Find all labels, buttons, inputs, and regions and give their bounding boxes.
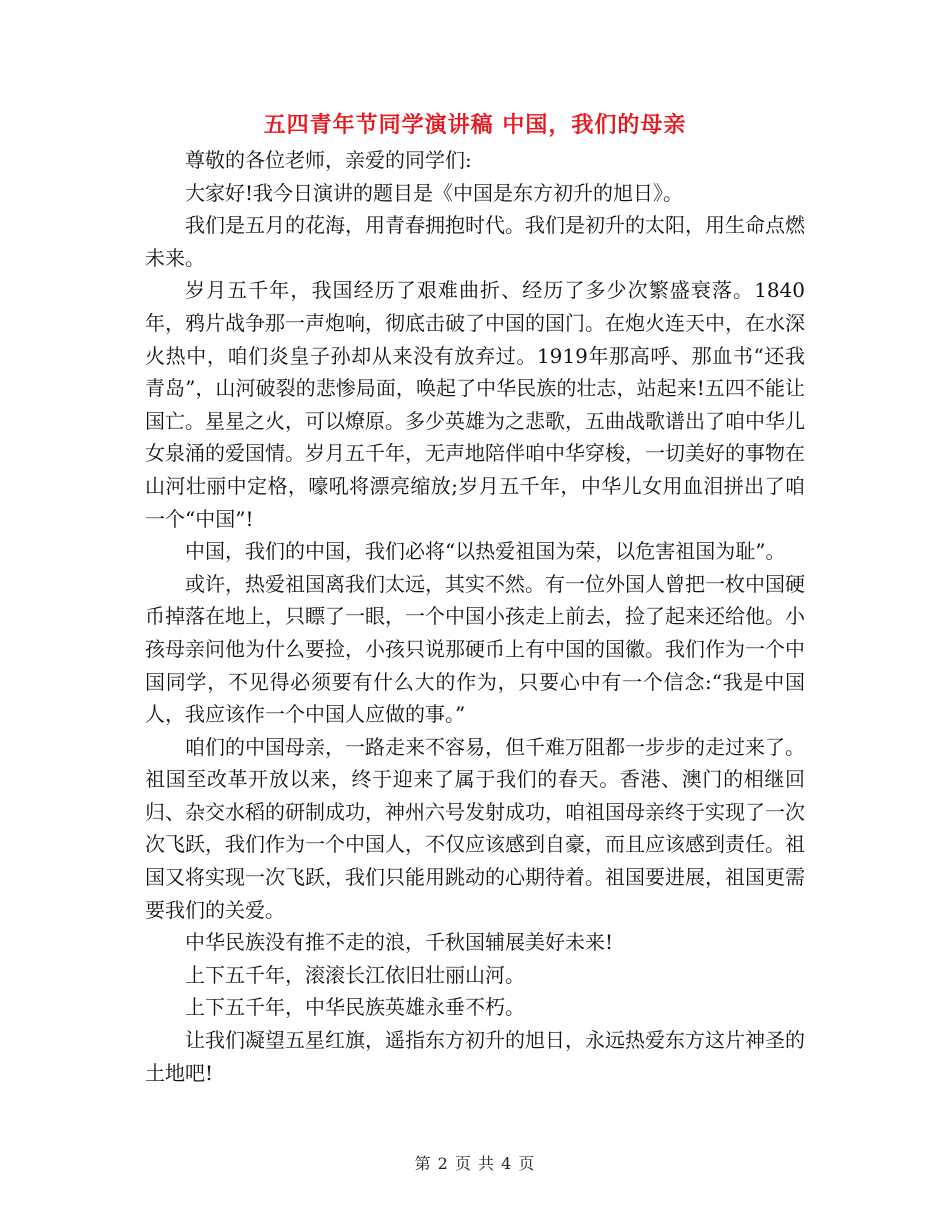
paragraph-heroes: 上下五千年，中华民族英雄永垂不朽。: [185, 995, 525, 1020]
document-body: [145, 144, 805, 1089]
document-title: 五四青年节同学演讲稿 中国，我们的母亲: [263, 113, 687, 138]
page-number-footer: 第 2 页 共 4 页: [414, 1154, 536, 1173]
paragraph-history: 岁月五千年，我国经历了艰难曲折、经历了多少次繁盛衰落。1840年，鸦片战争那一声炮响，彻底击破了中国的国门。在炮火连天中，在水深火热中，咱们炎皇子孙却从来没有放弃过。1919年那高呼、那血书“还我青岛”，山河破裂的悲惨局面，唤起了中华民族的壮志，站起来!五四不能让国亡。星星之火，可以燎原。多少英雄为之悲歌，五曲战歌谱出了咱中华儿女泉涌的爱国情。岁月五千年，无声地陪伴咱中华穿梭，一切美好的事物在山河壮丽中定格，嚎吼将漂亮缩放;岁月五千年，中华儿女用血泪拼出了咱一个“中国”!: [145, 278, 805, 531]
paragraph-yangtze: 上下五千年，滚滚长江依旧壮丽山河。: [185, 962, 525, 987]
paragraph-mother-china: 咱们的中国母亲，一路走来不容易，但千难万阻都一步步的走过来了。祖国至改革开放以来，终于迎来了属于我们的春天。香港、澳门的相继回归、杂交水稻的研制成功，神州六号发射成功，咱祖国母亲终于实现了一次次飞跃，我们作为一个中国人，不仅应该感到自豪，而且应该感到责任。祖国又将实现一次飞跃，我们只能用跳动的心期待着。祖国要进展，祖国更需要我们的关爱。: [145, 734, 805, 922]
paragraph-closing: 让我们凝望五星红旗，遥指东方初升的旭日，永远热爱东方这片神圣的土地吧!: [145, 1028, 805, 1085]
paragraph-coin-story: 或许，热爱祖国离我们太远，其实不然。有一位外国人曾把一枚中国硬币掉落在地上，只瞟了一眼，一个中国小孩走上前去，捡了起来还给他。小孩母亲问他为什么要捡，小孩只说那硬币上有中国的国徽。我们作为一个中国同学，不见得必须要有什么大的作为，只要心中有一个信念:“我是中国人，我应该作一个中国人应做的事。”: [145, 571, 805, 727]
paragraph-intro: 大家好!我今日演讲的题目是《中国是东方初升的旭日》。: [185, 180, 684, 205]
paragraph-may-flowers: 我们是五月的花海，用青春拥抱时代。我们是初升的太阳，用生命点燃未来。: [145, 213, 805, 270]
paragraph-waves: 中华民族没有推不走的浪，千秋国辅展美好未来!: [185, 930, 614, 955]
paragraph-greeting: 尊敬的各位老师，亲爱的同学们:: [185, 148, 472, 172]
paragraph-our-china: 中国，我们的中国，我们必将“以热爱祖国为荣，以危害祖国为耻”。: [185, 539, 786, 564]
